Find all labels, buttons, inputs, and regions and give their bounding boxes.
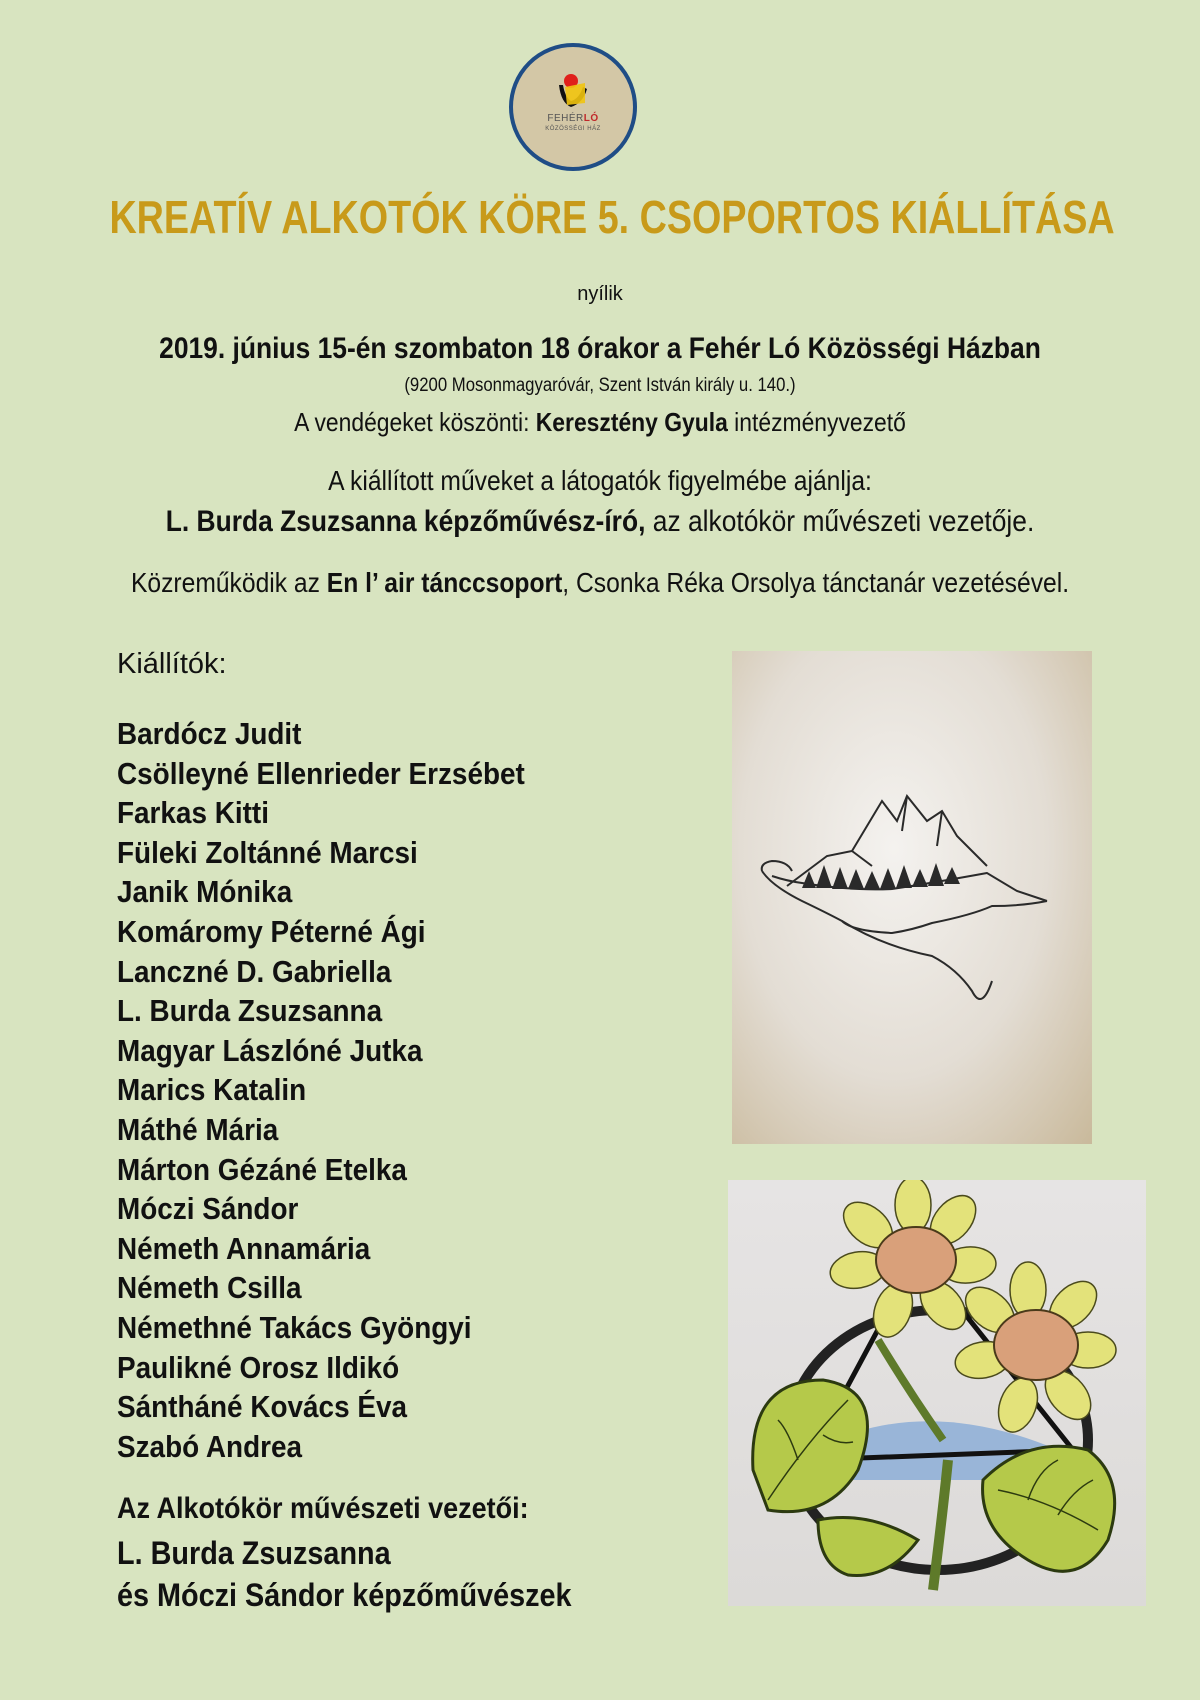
event-address: (9200 Mosonmagyaróvár, Szent István király u. 140.) bbox=[404, 375, 796, 396]
list-item: Lanczné D. Gabriella bbox=[117, 953, 392, 989]
sunflowers-drawing-icon bbox=[728, 1180, 1146, 1606]
list-item: Máthé Mária bbox=[117, 1111, 279, 1147]
list-item: Németh Csilla bbox=[117, 1270, 302, 1306]
leader-name: L. Burda Zsuzsanna bbox=[117, 1535, 391, 1571]
list-item: Bardócz Judit bbox=[117, 716, 302, 751]
event-datetime: 2019. június 15-én szombaton 18 órakor a Fehér Ló Közösségi Házban bbox=[159, 332, 1041, 365]
list-item: Janik Mónika bbox=[117, 874, 293, 910]
list-item: Némethné Takács Gyöngyi bbox=[117, 1309, 472, 1345]
list-item: Csölleyné Ellenrieder Erzsébet bbox=[117, 755, 525, 791]
curator-name: L. Burda Zsuzsanna képzőművész-író, bbox=[165, 505, 646, 538]
greeting-line: A vendégeket köszönti: Keresztény Gyula intézményvezető bbox=[294, 407, 906, 437]
list-item: Füleki Zoltánné Marcsi bbox=[117, 834, 418, 870]
leader-name: és Móczi Sándor képzőművészek bbox=[117, 1577, 572, 1613]
fehér-ló-logo bbox=[509, 43, 637, 171]
list-item: Komáromy Péterné Ági bbox=[117, 913, 426, 949]
participation-line: Közreműködik az En l’ air tánccsoport, Csonka Réka Orsolya tánctanár vezetésével. bbox=[130, 567, 1070, 598]
list-item: Szabó Andrea bbox=[117, 1428, 303, 1464]
artwork-sunflowers bbox=[728, 1180, 1146, 1606]
page-title: KREATÍV ALKOTÓK KÖRE 5. CSOPORTOS KIÁLLÍTÁSA bbox=[109, 191, 1115, 243]
logo-subtitle: KÖZÖSSÉGI HÁZ bbox=[545, 126, 601, 132]
hand-mountains-drawing-icon bbox=[732, 651, 1092, 1144]
artwork-hand-mountains bbox=[732, 651, 1092, 1144]
greeting-name: Keresztény Gyula bbox=[535, 407, 728, 437]
exhibitors-list bbox=[117, 714, 570, 1466]
opens-text: nyílik bbox=[577, 283, 623, 305]
curator-line: L. Burda Zsuzsanna képzőművész-író, az alkotókör művészeti vezetője. bbox=[165, 505, 1035, 538]
exhibitors-label: Kiállítók: bbox=[117, 648, 227, 680]
list-item: Móczi Sándor bbox=[117, 1191, 299, 1227]
list-item: Paulikné Orosz Ildikó bbox=[117, 1349, 400, 1385]
list-item: L. Burda Zsuzsanna bbox=[117, 993, 383, 1029]
list-item: Farkas Kitti bbox=[117, 795, 269, 831]
logo-name: FEHÉRLÓ bbox=[547, 113, 599, 124]
leaders-label: Az Alkotókör művészeti vezetői: bbox=[117, 1492, 529, 1525]
logo-emblem-icon bbox=[555, 73, 591, 111]
recommend-line: A kiállított műveket a látogatók figyelmébe ajánlja: bbox=[328, 465, 872, 496]
list-item: Marics Katalin bbox=[117, 1072, 307, 1108]
dance-group-name: En l’ air tánccsoport bbox=[326, 567, 563, 598]
list-item: Márton Gézáné Etelka bbox=[117, 1151, 407, 1187]
leaders-list bbox=[117, 1532, 572, 1616]
list-item: Magyar Lászlóné Jutka bbox=[117, 1032, 423, 1068]
list-item: Sántháné Kovács Éva bbox=[117, 1389, 407, 1425]
list-item: Németh Annamária bbox=[117, 1230, 371, 1266]
